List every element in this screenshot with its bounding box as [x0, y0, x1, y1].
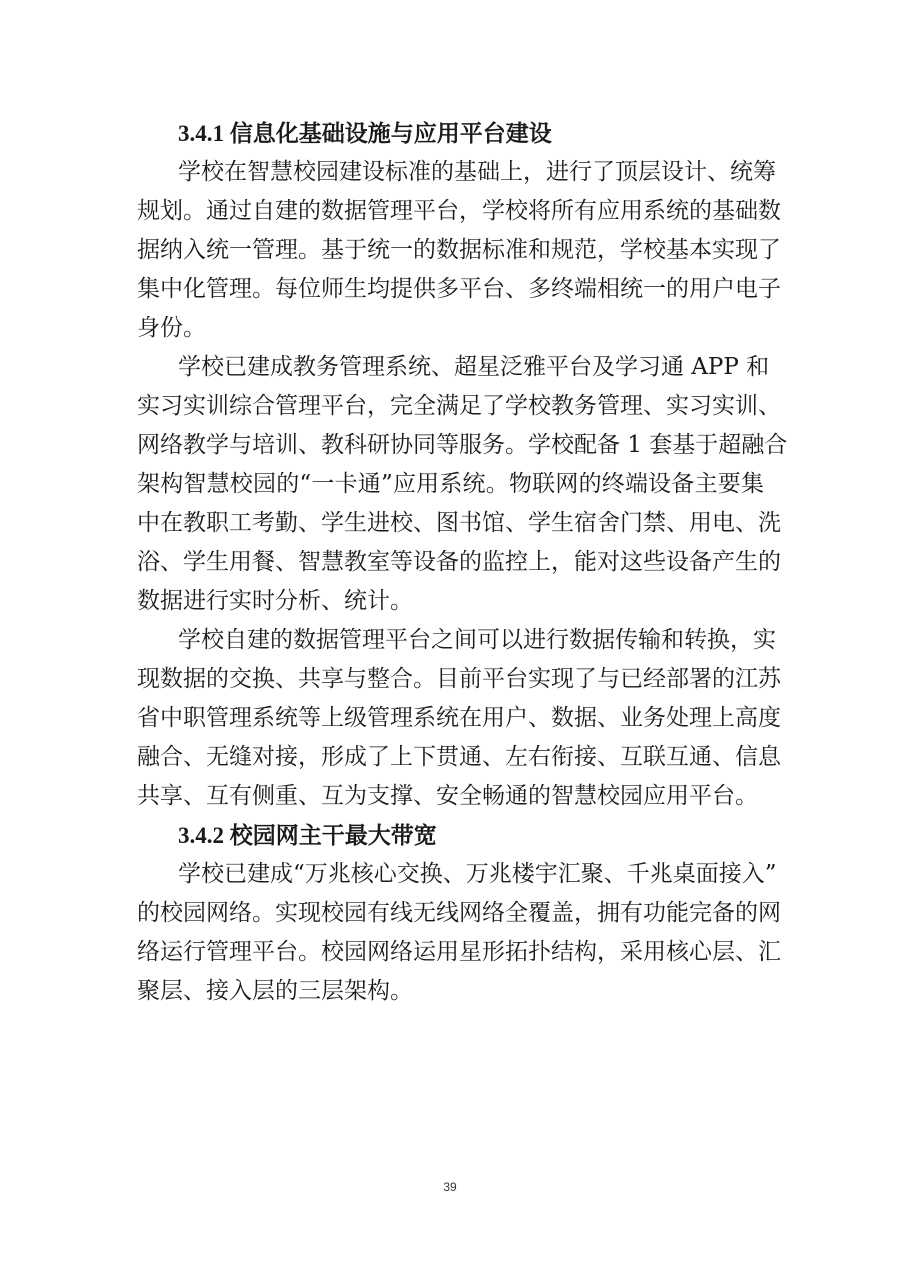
text-line: 络运行管理平台。校园网络运用星形拓扑结构，采用核心层、汇 [137, 939, 781, 965]
text-line: 现数据的交换、共享与整合。目前平台实现了与已经部署的江苏 [137, 666, 781, 692]
text-line: 据纳入统一管理。基于统一的数据标准和规范，学校基本实现了 [137, 237, 781, 263]
text-line: 架构智慧校园的“一卡通”应用系统。物联网的终端设备主要集 [137, 471, 764, 497]
text-line: 融合、无缝对接，形成了上下贯通、左右衔接、互联互通、信息 [137, 744, 781, 770]
text-line: 学校在智慧校园建设标准的基础上，进行了顶层设计、统筹 [178, 159, 776, 185]
text-line: 共享、互有侧重、互为支撑、安全畅通的智慧校园应用平台。 [137, 783, 758, 809]
text-line: 数据进行实时分析、统计。 [137, 588, 413, 614]
paragraph [137, 348, 788, 621]
section-heading: 3.4.1 信息化基础设施与应用平台建设 [178, 121, 552, 146]
page-number: 39 [443, 1180, 457, 1194]
text-line: 学校已建成“万兆核心交换、万兆楼宇汇聚、千兆桌面接入” [178, 861, 777, 887]
text-line: 浴、学生用餐、智慧教室等设备的监控上，能对这些设备产生的 [137, 549, 781, 575]
text-line: 学校自建的数据管理平台之间可以进行数据传输和转换，实 [178, 627, 776, 653]
text-line: 集中化管理。每位师生均提供多平台、多终端相统一的用户电子 [137, 276, 781, 302]
text-line: 规划。通过自建的数据管理平台，学校将所有应用系统的基础数 [137, 198, 781, 224]
text-line: 聚层、接入层的三层架构。 [137, 978, 413, 1004]
text-line: 的校园网络。实现校园有线无线网络全覆盖，拥有功能完备的网 [137, 900, 781, 926]
document-body [137, 114, 788, 1011]
text-line: 网络教学与培训、教科研协同等服务。学校配备 1 套基于超融合 [137, 432, 788, 458]
text-line: 学校已建成教务管理系统、超星泛雅平台及学习通 APP 和 [178, 354, 770, 380]
text-line: 实习实训综合管理平台，完全满足了学校教务管理、实习实训、 [137, 393, 781, 419]
text-line: 省中职管理系统等上级管理系统在用户、数据、业务处理上高度 [137, 705, 781, 731]
text-line: 身份。 [137, 315, 206, 341]
paragraph [137, 621, 781, 816]
section-heading: 3.4.2 校园网主干最大带宽 [178, 823, 437, 848]
text-line: 中在教职工考勤、学生进校、图书馆、学生宿舍门禁、用电、洗 [137, 510, 781, 536]
paragraph [137, 153, 781, 348]
paragraph [137, 855, 781, 1011]
